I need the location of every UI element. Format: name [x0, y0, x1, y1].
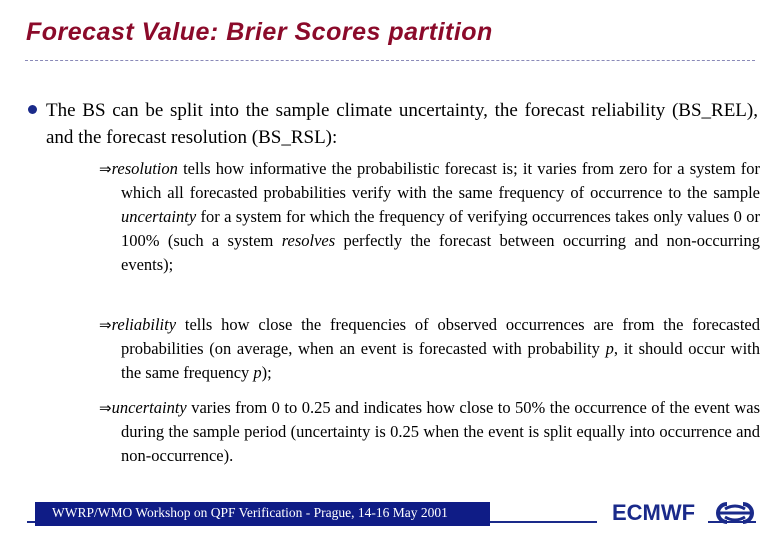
page-title: Forecast Value: Brier Scores partition: [26, 18, 493, 46]
footer-text: WWRP/WMO Workshop on QPF Verification - Prague, 14-16 May 2001: [52, 505, 448, 520]
title-divider: [25, 60, 755, 61]
uncertainty-text: varies from 0 to 0.25 and indicates how close to 50% the occurrence of the event was during the sample period (uncertainty is 0.25 when the event is split equally into occurrence and non-occurrence).: [121, 398, 760, 465]
main-bullet-text: The BS can be split into the sample climate uncertainty, the forecast reliability (BS_REL), and the forecast resolution (BS_RSL):: [46, 100, 758, 148]
resolution-term: resolution: [111, 159, 178, 178]
implies-arrow-icon: ⇒: [99, 316, 112, 334]
resolution-text-3: perfectly the forecast between occurring and non-occurring events);: [121, 231, 760, 274]
resolution-item: [99, 157, 760, 277]
reliability-term: reliability: [111, 315, 177, 334]
frequency-p: p: [253, 363, 262, 382]
implies-arrow-icon: ⇒: [99, 160, 112, 178]
resolves-term: resolves: [281, 231, 336, 250]
reliability-item: [99, 313, 760, 385]
uncertainty-item: [99, 396, 760, 468]
reliability-text-1: tells how close the frequencies of observed occurrences are from the forecasted probabilities (on average, when an event is forecasted with probability: [121, 315, 760, 358]
resolution-text-1: tells how informative the probabilistic forecast is; it varies from zero for a system for which all forecasted probabilities verify with the same frequency of occurrence to the sample: [121, 159, 760, 202]
uncertainty-term: uncertainty: [111, 398, 187, 417]
reliability-text-3: );: [261, 363, 272, 382]
ecmwf-wordmark: ECMWF: [612, 500, 696, 525]
ecmwf-logo-icon: [713, 498, 757, 528]
resolution-text-2: for a system for which the frequency of verifying occurrences takes only values 0 or 100% (such a system: [121, 207, 760, 250]
uncertainty-term: uncertainty: [121, 207, 197, 226]
implies-arrow-icon: ⇒: [99, 399, 112, 417]
bullet-dot-icon: [28, 105, 37, 114]
main-bullet: [28, 97, 758, 151]
probability-p: p: [605, 339, 614, 358]
reliability-text-2: , it should occur with the same frequency: [121, 339, 760, 382]
